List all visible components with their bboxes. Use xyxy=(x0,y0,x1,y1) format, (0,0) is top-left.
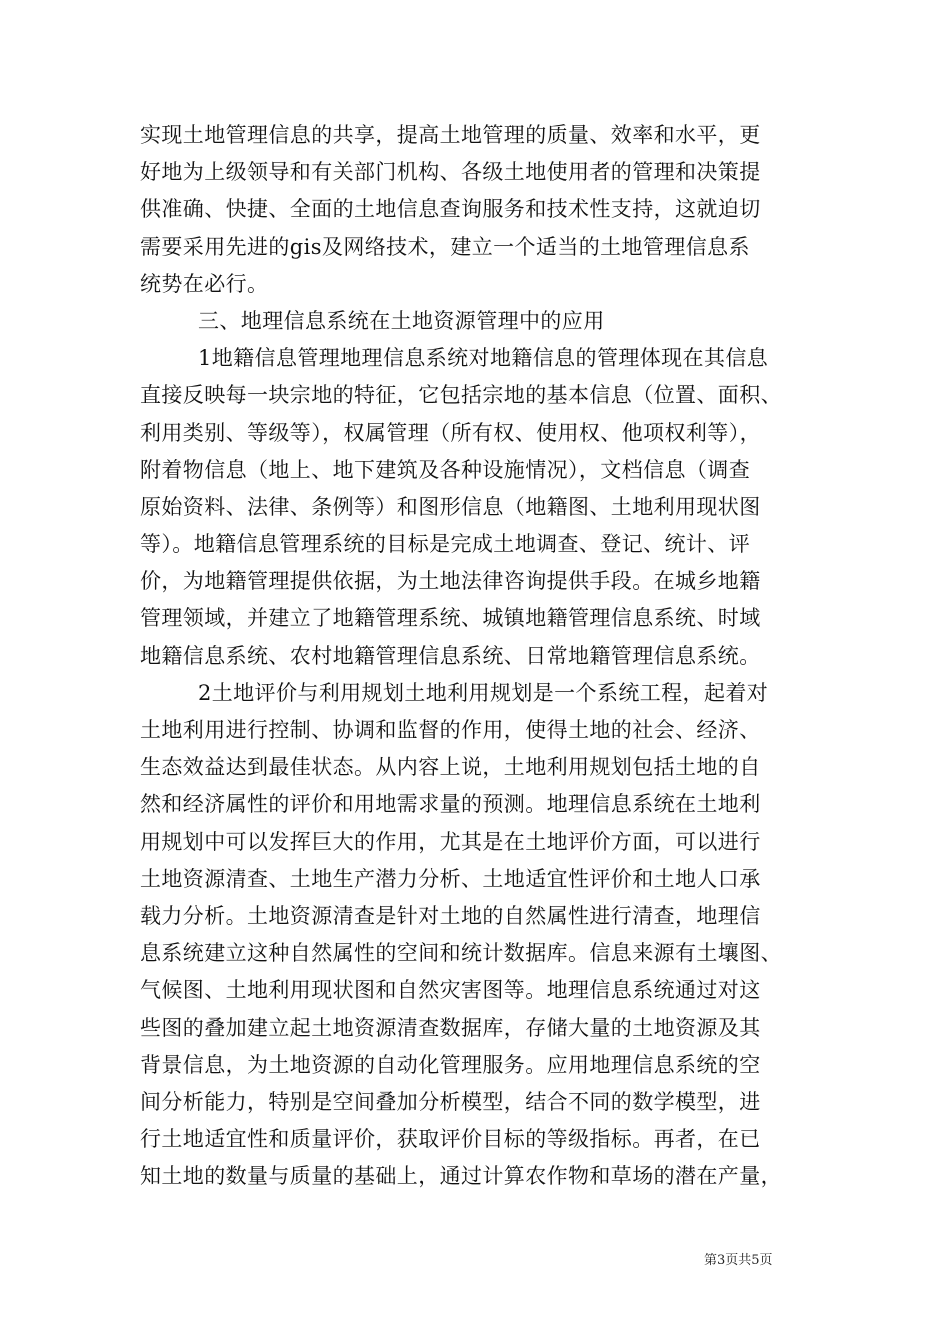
text-line: 2土地评价与利用规划土地利用规划是一个系统工程，起着对 xyxy=(198,680,769,705)
text-line: 直接反映每一块宗地的特征，它包括宗地的基本信息（位置、面积、 xyxy=(140,383,782,408)
text-line: 土地资源清查、土地生产潜力分析、土地适宜性评价和土地人口承 xyxy=(140,866,761,891)
document-body xyxy=(140,117,820,1195)
text-line: 气候图、土地利用现状图和自然灾害图等。地理信息系统通过对这 xyxy=(140,978,761,1003)
text-line: 管理领域，并建立了地籍管理系统、城镇地籍管理信息系统、时域 xyxy=(140,606,761,631)
text-line: 价，为地籍管理提供依据，为土地法律咨询提供手段。在城乡地籍 xyxy=(140,569,761,594)
text-line: 实现土地管理信息的共享，提高土地管理的质量、效率和水平，更 xyxy=(140,123,761,147)
text-line: 统势在必行。 xyxy=(140,271,269,296)
text-line: 需要采用先进的gis及网络技术，建立一个适当的土地管理信息系 xyxy=(140,234,750,259)
text-line: 好地为上级领导和有关部门机构、各级土地使用者的管理和决策提 xyxy=(140,160,761,185)
text-line: 行土地适宜性和质量评价，获取评价目标的等级指标。再者，在已 xyxy=(140,1127,761,1152)
text-line: 地籍信息系统、农村地籍管理信息系统、日常地籍管理信息系统。 xyxy=(140,643,761,668)
text-line: 等）。地籍信息管理系统的目标是完成土地调查、登记、统计、评 xyxy=(140,532,751,557)
page-number-footer: 第3页共5页 xyxy=(704,1253,773,1268)
text-line: 间分析能力，特别是空间叠加分析模型，结合不同的数学模型，进 xyxy=(140,1089,761,1114)
text-line: 知土地的数量与质量的基础上，通过计算农作物和草场的潜在产量， xyxy=(140,1164,782,1189)
text-line: 背景信息，为土地资源的自动化管理服务。应用地理信息系统的空 xyxy=(140,1052,761,1077)
text-line: 载力分析。土地资源清查是针对土地的自然属性进行清查，地理信 xyxy=(140,903,761,928)
text-line: 供准确、快捷、全面的土地信息查询服务和技术性支持，这就迫切 xyxy=(140,197,761,222)
text-line: 三、地理信息系统在土地资源管理中的应用 xyxy=(198,308,605,333)
text-line: 1地籍信息管理地理信息系统对地籍信息的管理体现在其信息 xyxy=(198,346,769,371)
text-line: 些图的叠加建立起土地资源清查数据库，存储大量的土地资源及其 xyxy=(140,1015,761,1040)
text-line: 生态效益达到最佳状态。从内容上说，土地利用规划包括土地的自 xyxy=(140,755,761,780)
text-line: 原始资料、法律、条例等）和图形信息（地籍图、土地利用现状图 xyxy=(140,494,761,519)
text-line: 用规划中可以发挥巨大的作用，尤其是在土地评价方面，可以进行 xyxy=(140,829,761,854)
text-line: 息系统建立这种自然属性的空间和统计数据库。信息来源有土壤图、 xyxy=(140,941,782,966)
text-line: 利用类别、等级等），权属管理（所有权、使用权、他项权利等）， xyxy=(140,420,761,445)
text-line: 附着物信息（地上、地下建筑及各种设施情况），文档信息（调查 xyxy=(140,457,751,482)
text-line: 然和经济属性的评价和用地需求量的预测。地理信息系统在土地利 xyxy=(140,792,761,817)
text-line: 土地利用进行控制、协调和监督的作用，使得土地的社会、经济、 xyxy=(140,718,761,742)
